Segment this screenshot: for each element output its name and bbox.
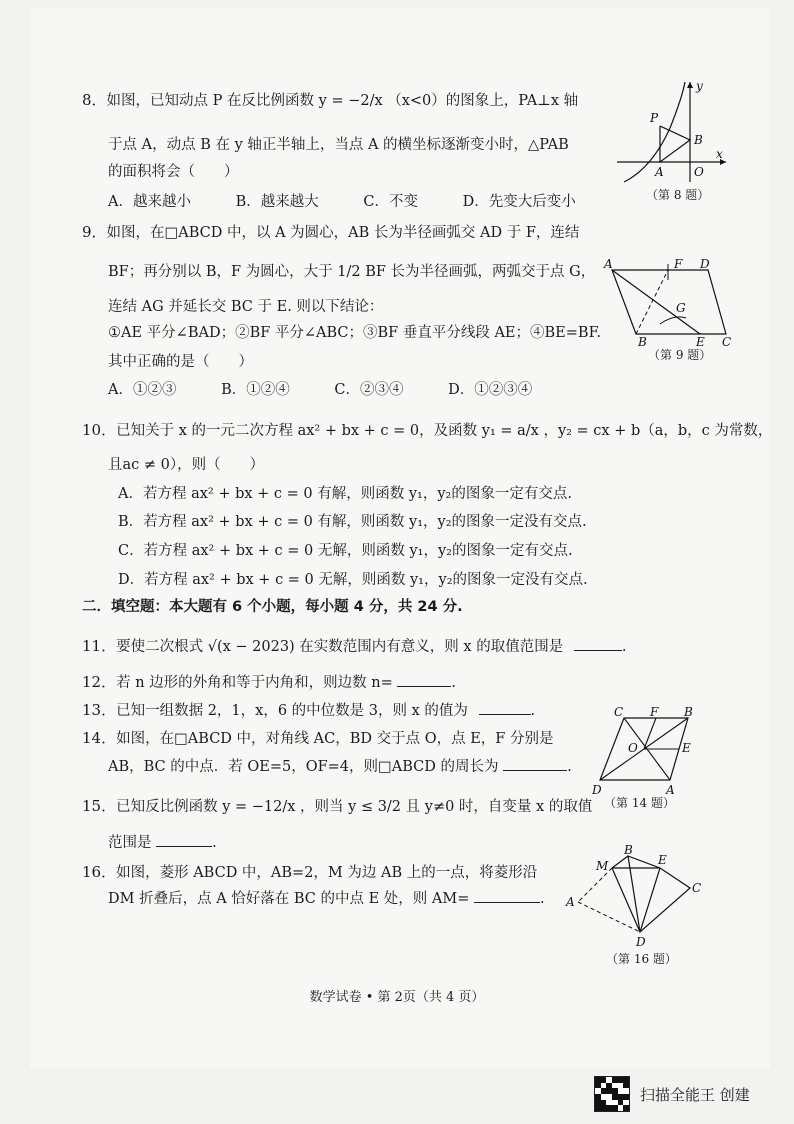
- q9-figure: [600, 258, 740, 350]
- q14-caption: （第 14 题）: [604, 796, 675, 810]
- section-fill-in-heading: 二．填空题：本大题有 6 个小题，每小题 4 分，共 24 分.: [82, 599, 463, 615]
- q9-line3: 连结 AG 并延长交 BC 于 E. 则以下结论：: [108, 299, 384, 315]
- q9-line1: 9．如图，在□ABCD 中，以 A 为圆心，AB 长为半径画弧交 AD 于 F，连结: [82, 223, 580, 241]
- q14-label-a: A: [666, 783, 675, 797]
- q16-caption: （第 16 题）: [606, 952, 677, 966]
- q8-line3: 的面积将会（ ）: [108, 164, 239, 180]
- q15-line2: 范围是 .: [108, 832, 217, 853]
- q15-line1: 15．已知反比例函数 y = −12/x ，则当 y ≤ 3/2 且 y≠0 时，自变量 x 的取值: [82, 797, 593, 815]
- q8-option-b: B．越来越大: [235, 194, 319, 210]
- q16-label-c: C: [692, 881, 702, 895]
- q14-label-f: F: [650, 705, 659, 719]
- q8-label-a: A: [655, 165, 664, 179]
- q8-label-o: O: [694, 165, 704, 179]
- q11-answer-blank[interactable]: [574, 636, 622, 651]
- q16-label-d: D: [636, 935, 646, 949]
- q12-answer-blank[interactable]: [397, 672, 451, 687]
- q9-line5: 其中正确的是（ ）: [108, 354, 253, 370]
- q9-label-c: C: [722, 335, 732, 349]
- q10-line1: 10．已知关于 x 的一元二次方程 ax² + bx + c = 0，及函数 y₁ = a/x ，y₂ = cx + b（a，b，c 为常数，: [82, 421, 773, 439]
- q14-line2: AB，BC 的中点．若 OE=5，OF=4，则□ABCD 的周长为 .: [108, 756, 572, 777]
- q14-label-e: E: [682, 741, 691, 755]
- q16-answer-blank[interactable]: [474, 888, 540, 903]
- q9-option-b: B．①②④: [221, 382, 290, 398]
- q16-line1: 16．如图，菱形 ABCD 中，AB=2，M 为边 AB 上的一点，将菱形沿: [82, 863, 538, 881]
- q13-answer-blank[interactable]: [479, 700, 531, 715]
- q14-label-c: C: [614, 705, 624, 719]
- q9-caption: （第 9 题）: [648, 348, 712, 362]
- q10-option-d: D．若方程 ax² + bx + c = 0 无解，则函数 y₁，y₂的图象一定没有交点.: [118, 572, 588, 588]
- q16-label-a: A: [566, 895, 575, 909]
- q8-line2: 于点 A，动点 B 在 y 轴正半轴上，当点 A 的横坐标逐渐变小时，△PAB: [108, 137, 569, 153]
- q8-option-d: D．先变大后变小: [462, 194, 576, 210]
- q8-caption: （第 8 题）: [646, 188, 710, 202]
- q8-line1: 8．如图，已知动点 P 在反比例函数 y = −2/x （x<0）的图象上，PA⊥x 轴: [82, 91, 579, 109]
- q16-label-e: E: [658, 853, 667, 867]
- q14-label-b: B: [684, 705, 693, 719]
- q8-option-c: C．不变: [363, 194, 418, 210]
- q9-label-d: D: [700, 257, 710, 271]
- q10-option-b: B．若方程 ax² + bx + c = 0 有解，则函数 y₁，y₂的图象一定没有交点.: [118, 514, 587, 530]
- q9-label-g: G: [676, 301, 686, 315]
- q9-label-b: B: [638, 335, 647, 349]
- q9-label-a: A: [604, 257, 613, 271]
- q8-options: [108, 192, 616, 212]
- q11: 11．要使二次根式 √(x − 2023) 在实数范围内有意义，则 x 的取值范围是 .: [82, 637, 627, 655]
- qr-code-icon: [594, 1076, 630, 1112]
- q9-line4: ①AE 平分∠BAD；②BF 平分∠ABC；③BF 垂直平分线段 AE；④BE=BF.: [108, 325, 601, 341]
- q8-label-y: y: [696, 79, 703, 93]
- q12: 12．若 n 边形的外角和等于内角和，则边数 n= .: [82, 673, 456, 691]
- page-footer: 数学试卷 • 第 2页（共 4 页）: [309, 990, 485, 1005]
- q8-label-p: P: [650, 111, 659, 125]
- q9-option-c: C．②③④: [334, 382, 404, 398]
- q14-line1: 14．如图，在□ABCD 中，对角线 AC，BD 交于点 O，点 E，F 分别是: [82, 729, 554, 747]
- q10-option-c: C．若方程 ax² + bx + c = 0 无解，则函数 y₁，y₂的图象一定有交点.: [118, 543, 573, 559]
- q14-answer-blank[interactable]: [503, 756, 567, 771]
- q16-figure: [560, 843, 710, 950]
- q13: 13．已知一组数据 2，1，x，6 的中位数是 3，则 x 的值为 .: [82, 701, 536, 719]
- q9-option-d: D．①②③④: [448, 382, 533, 398]
- q8-figure: [612, 78, 732, 188]
- q16-label-b: B: [624, 843, 633, 857]
- q10-line2: 且ac ≠ 0），则（ ）: [108, 457, 265, 473]
- q8-label-x: x: [716, 147, 723, 161]
- q9-option-a: A．①②③: [108, 382, 177, 398]
- q10-option-a: A．若方程 ax² + bx + c = 0 有解，则函数 y₁，y₂的图象一定有交点.: [118, 486, 572, 502]
- q8-option-a: A．越来越小: [108, 194, 191, 210]
- q16-label-m: M: [596, 859, 609, 873]
- q9-label-e: E: [696, 335, 705, 349]
- q9-line2: BF；再分别以 B，F 为圆心，大于 1/2 BF 长为半径画弧，两弧交于点 G，: [108, 264, 596, 280]
- q14-figure: [588, 704, 708, 796]
- q14-label-o: O: [628, 741, 638, 755]
- q14-label-d: D: [592, 783, 602, 797]
- q16-line2: DM 折叠后，点 A 恰好落在 BC 的中点 E 处，则 AM= .: [108, 888, 545, 909]
- q15-answer-blank[interactable]: [156, 832, 212, 847]
- q9-label-f: F: [674, 257, 683, 271]
- scanner-watermark-text: 扫描全能王 创建: [640, 1085, 750, 1104]
- q9-options: [108, 380, 572, 400]
- q8-label-b: B: [694, 133, 703, 147]
- scanner-watermark: [594, 1075, 774, 1113]
